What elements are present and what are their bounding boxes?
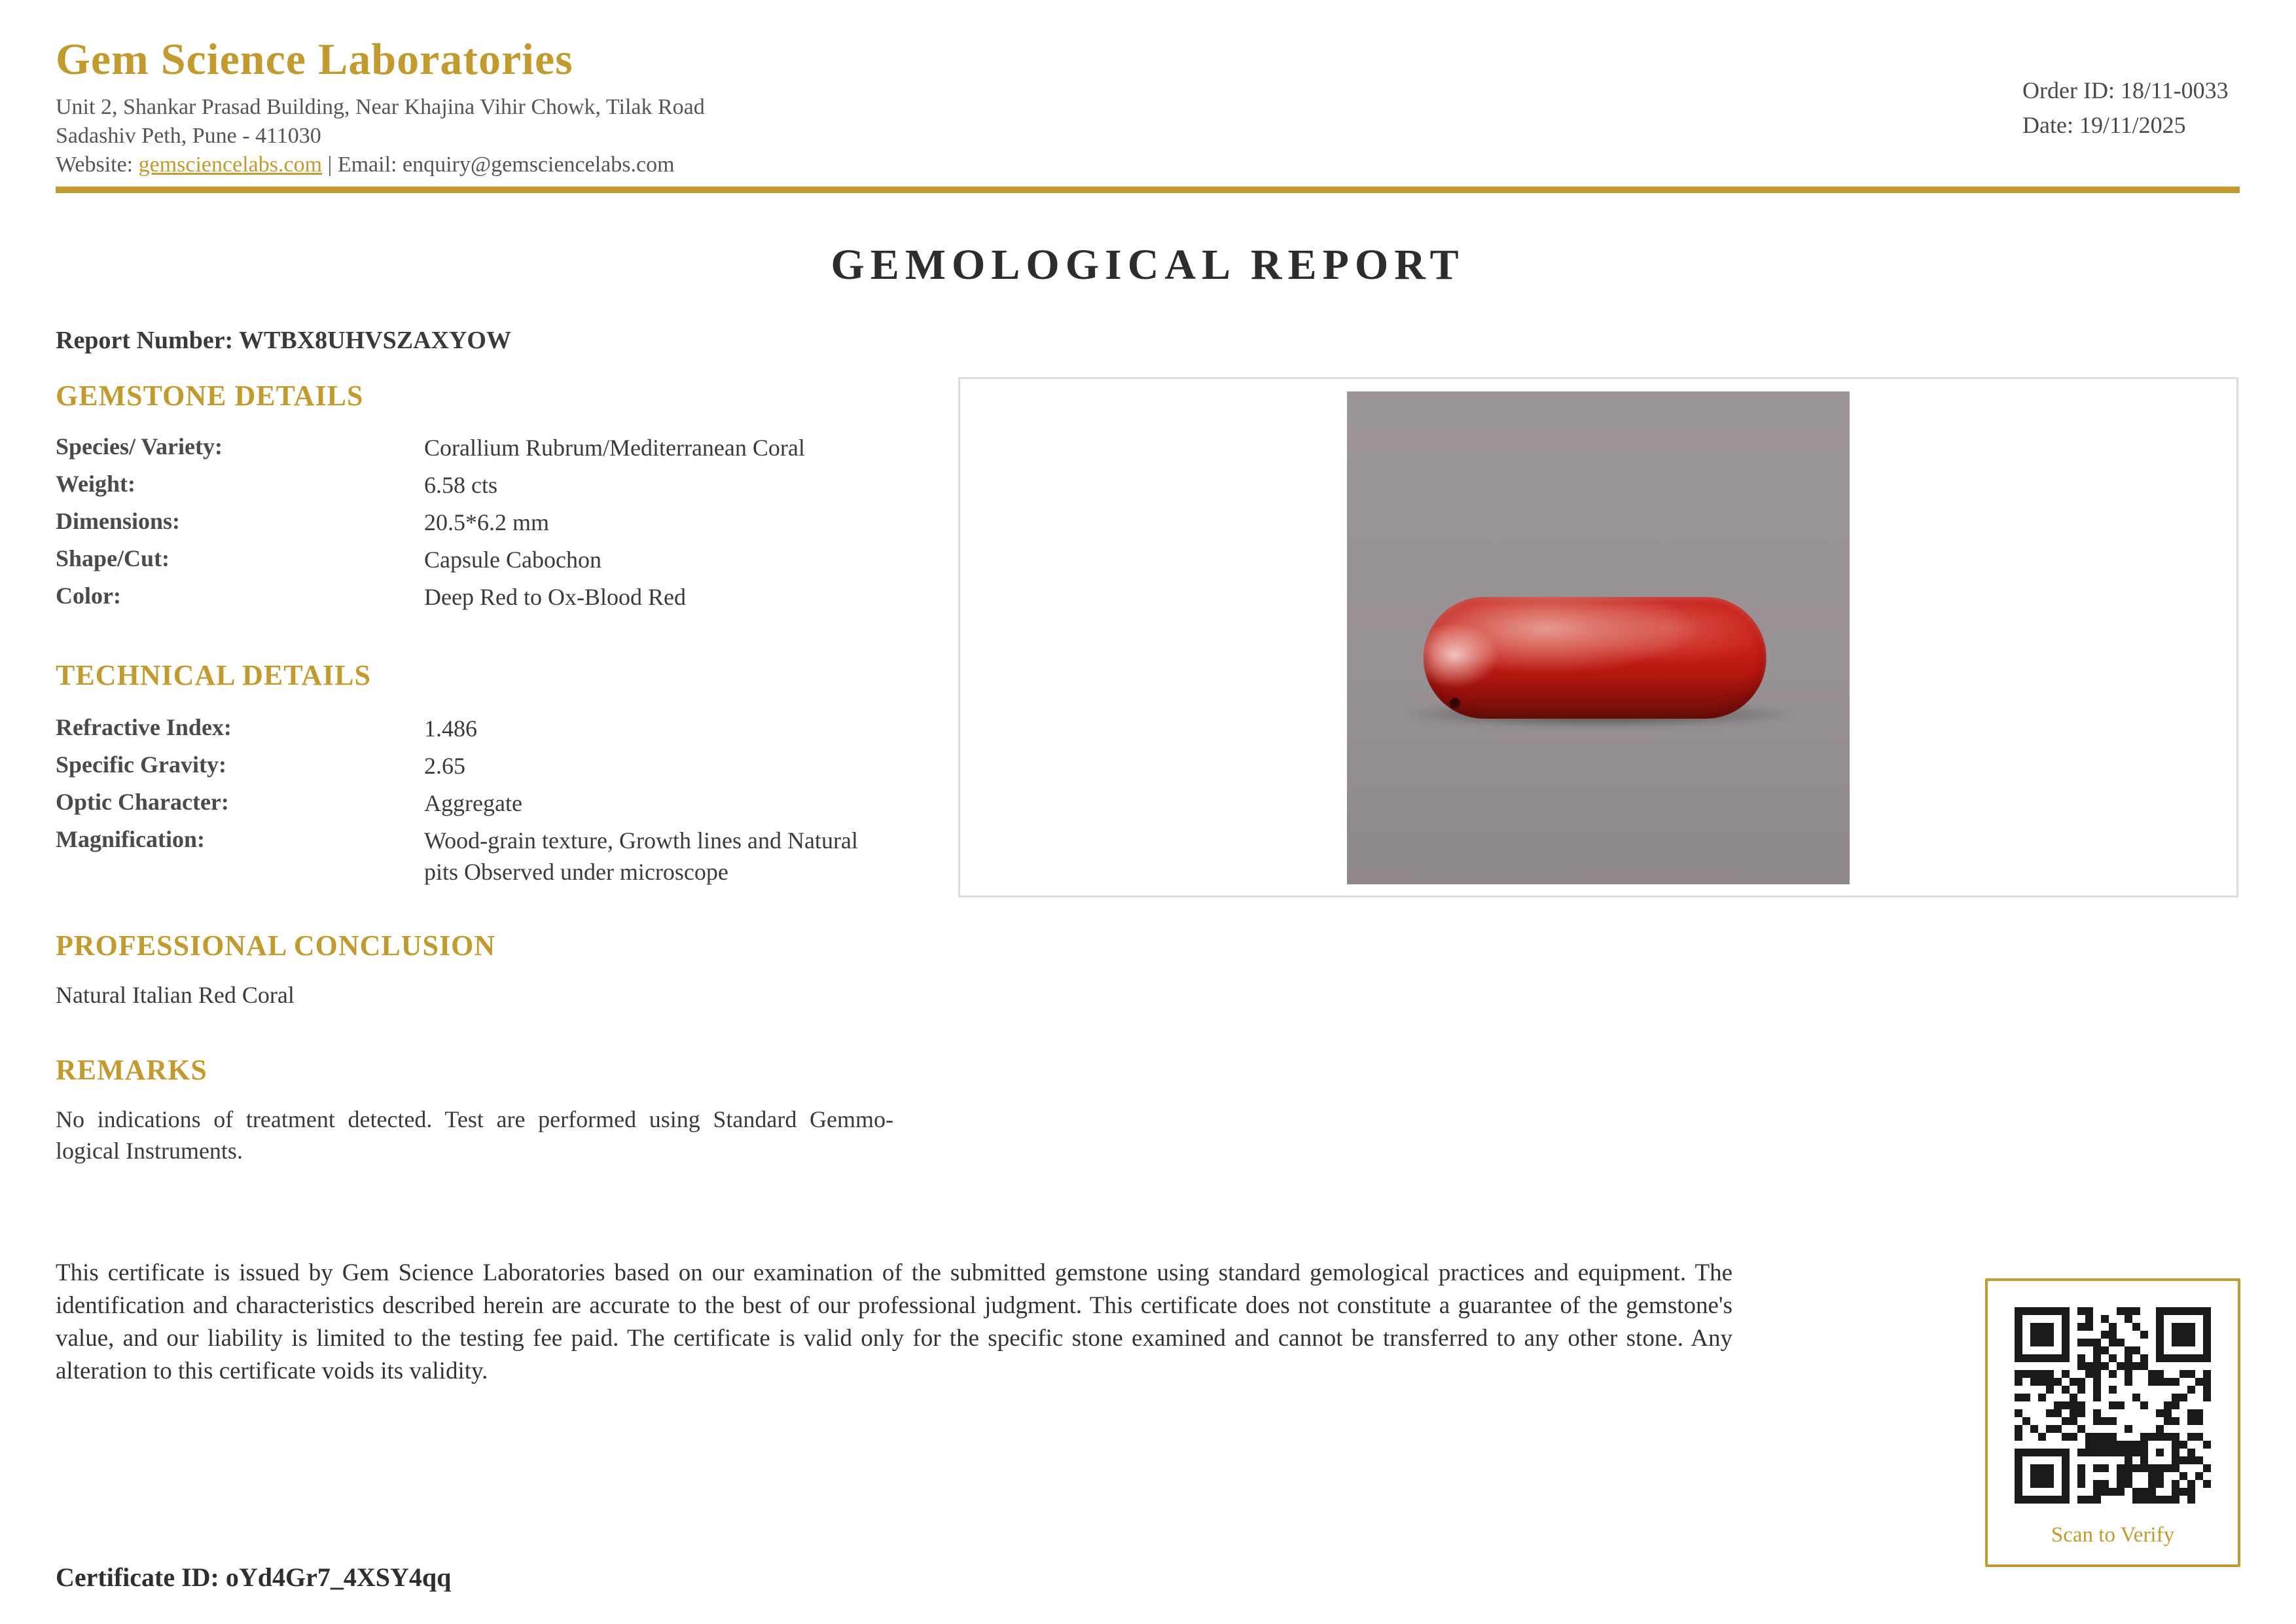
table-row	[56, 713, 933, 750]
row-value: 1.486	[424, 715, 477, 742]
email-value: enquiry@gemsciencelabs.com	[402, 153, 675, 177]
qr-code	[2015, 1307, 2211, 1504]
order-info	[2022, 73, 2229, 143]
row-value: Aggregate	[424, 790, 522, 816]
row-value	[424, 825, 928, 888]
row-value: 20.5*6.2 mm	[424, 509, 550, 535]
row-label: Color:	[56, 583, 121, 609]
certificate-id-label: Certificate ID:	[56, 1562, 226, 1592]
section-heading-professional-conclusion: PROFESSIONAL CONCLUSION	[56, 929, 496, 962]
row-label: Weight:	[56, 471, 135, 497]
row-value: 2.65	[424, 753, 465, 779]
disclaimer-line-2: identification and characteristics described herein are accurate to the best of our professional judgment. This certificate does not constitute a guarantee of the gemstone's	[56, 1292, 1732, 1319]
report-number-value: WTBX8UHVSZAXYOW	[239, 327, 511, 354]
row-label: Shape/Cut:	[56, 545, 170, 571]
order-id: Order ID: 18/11-0033	[2022, 77, 2229, 103]
row-label: Dimensions:	[56, 508, 181, 534]
certificate-id-line	[56, 1562, 451, 1593]
disclaimer-line-1: This certificate is issued by Gem Science Laboratories based on our examination of the submitted gemstone using standard gemological practices and equipment. The	[56, 1259, 1732, 1286]
technical-details-table	[56, 713, 933, 888]
gem-photo-frame	[958, 377, 2238, 897]
table-row	[56, 825, 933, 888]
gemstone-details-table	[56, 432, 933, 619]
section-heading-technical-details: TECHNICAL DETAILS	[56, 659, 371, 691]
certificate-id-value: oYd4Gr7_4XSY4qq	[225, 1562, 452, 1592]
row-label: Species/ Variety:	[56, 433, 223, 460]
page-title: GEMOLOGICAL REPORT	[831, 241, 1465, 289]
website-link[interactable]: gemsciencelabs.com	[138, 153, 323, 177]
gem-photo	[1347, 391, 1850, 884]
scan-to-verify-label: Scan to Verify	[2051, 1523, 2175, 1547]
table-row	[56, 469, 933, 507]
red-coral-gem-image	[1424, 597, 1767, 719]
disclaimer-paragraph	[56, 1257, 1732, 1388]
remarks-line-2: logical Instruments.	[56, 1138, 243, 1164]
address-line-1: Unit 2, Shankar Prasad Building, Near Khajina Vihir Chowk, Tilak Road	[56, 95, 705, 119]
row-label: Magnification:	[56, 826, 205, 852]
disclaimer-line-3: value, and our liability is limited to the testing fee paid. The certificate is valid only for the specific stone examined and cannot be transferred to any other stone. Any	[56, 1325, 1732, 1352]
website-label: Website:	[56, 153, 139, 177]
header	[56, 34, 705, 179]
row-label: Refractive Index:	[56, 714, 232, 740]
remarks-text	[56, 1104, 893, 1166]
row-value: Capsule Cabochon	[424, 547, 601, 573]
disclaimer-line-4: alteration to this certificate voids its validity.	[56, 1358, 488, 1384]
row-value: Deep Red to Ox-Blood Red	[424, 584, 686, 610]
table-row	[56, 507, 933, 544]
row-value: 6.58 cts	[424, 472, 497, 498]
row-label: Optic Character:	[56, 789, 229, 815]
table-row	[56, 750, 933, 787]
table-row	[56, 432, 933, 469]
table-row	[56, 544, 933, 581]
report-number-label: Report Number:	[56, 327, 240, 354]
table-row	[56, 787, 933, 825]
section-heading-gemstone-details: GEMSTONE DETAILS	[56, 380, 364, 412]
conclusion-text: Natural Italian Red Coral	[56, 982, 295, 1008]
remarks-line-1: No indications of treatment detected. Test are performed using Standard Gemmo-	[56, 1106, 893, 1132]
row-label: Specific Gravity:	[56, 751, 226, 778]
contact-line	[56, 151, 705, 179]
header-divider	[56, 187, 2240, 193]
verify-box	[1985, 1278, 2240, 1567]
address-line-2: Sadashiv Peth, Pune - 411030	[56, 124, 321, 148]
row-value: Corallium Rubrum/Mediterranean Coral	[424, 435, 805, 461]
contact-separator: |	[322, 153, 338, 177]
order-date: Date: 19/11/2025	[2022, 112, 2186, 138]
company-name: Gem Science Laboratories	[56, 34, 573, 84]
row-value-line-2: pits Observed under microscope	[424, 859, 728, 885]
email-label: Email:	[337, 153, 403, 177]
report-number-line	[56, 326, 511, 355]
row-value-line-1: Wood-grain texture, Growth lines and Natural	[424, 827, 858, 854]
section-heading-remarks: REMARKS	[56, 1054, 207, 1086]
table-row	[56, 581, 933, 619]
